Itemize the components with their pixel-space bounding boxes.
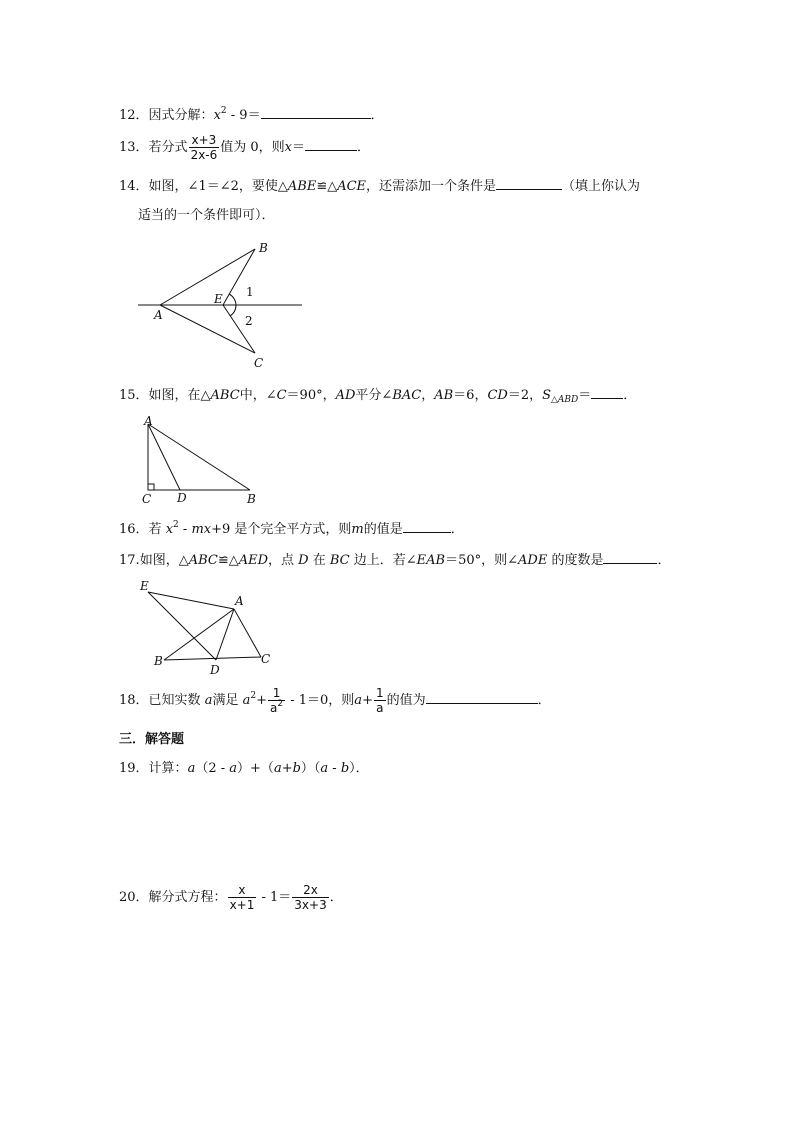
question-number: 14． [119,179,149,194]
label-a: A [144,414,153,428]
fraction-1 [228,883,257,912]
triangle-abe: ABE [287,179,317,194]
label-a: A [235,594,244,608]
segment-ac [234,609,261,657]
question-number: 16． [119,522,149,537]
label-b: B [259,241,268,255]
variable-m: m [351,522,364,537]
label-angle-2: 2 [245,314,253,328]
text: 的值为 [386,693,426,708]
question-number: 13． [119,140,149,155]
text: ＝50°，则∠ [445,553,519,568]
term-a-plus-b: a+b [273,761,301,776]
fraction-2 [292,883,328,912]
text: ）（ [300,761,321,776]
period: ． [329,890,343,905]
variable-x: x [213,108,221,123]
question-number: 19． [119,761,149,776]
fraction-denominator [268,701,285,715]
question-text: 如图，△ [139,553,189,568]
plus: + [362,693,373,708]
triangle-abc: ABC [210,388,240,403]
question-16 [119,520,464,539]
fraction-denominator: a [376,701,384,715]
area-s: S [542,388,552,403]
answer-blank[interactable] [305,138,357,151]
fraction-numerator: 1 [268,686,285,701]
question-text: 若 [148,522,166,537]
question-text-3: （填上你认为 [562,179,641,194]
answer-blank[interactable] [403,520,451,533]
text: 中，∠ [239,388,277,403]
triangle-aed: AED [238,553,269,568]
text: ，点 [268,553,299,568]
text: 平分∠ [355,388,393,403]
text: 边上．若∠ [349,553,417,568]
question-20 [119,883,343,912]
text: 在 [308,553,330,568]
label-d: D [177,491,187,505]
question-number: 15． [119,388,149,403]
angle-eab: EAB [416,553,446,568]
question-12 [119,106,384,125]
segment-cd: CD [487,388,508,403]
text: ＝2， [507,388,543,403]
period: ． [370,108,384,123]
angle-1-arc [229,294,236,305]
question-number: 17. [119,553,140,568]
fraction-1 [268,686,285,715]
label-c: C [261,652,271,666]
question-text-2: ，还需添加一个条件是 [366,179,497,194]
question-text: 解分式方程： [148,890,227,905]
text: +9 是个完全平方式，则 [211,522,352,537]
text: ）+（ [237,761,274,776]
fraction-denominator: 3x+3 [294,898,327,912]
question-text: 如图，在△ [148,388,211,403]
fraction-2 [374,686,386,715]
segment-bc [164,657,261,660]
triangle-abc: ABC [188,553,218,568]
fraction-numerator: x+3 [189,133,220,148]
denominator-base: a [270,701,278,715]
equals: ＝ [578,388,592,403]
variable-a: a [229,761,238,776]
text: 的度数是 [547,553,604,568]
text: 满足 [212,693,243,708]
expression-rest: - 9＝ [226,108,261,123]
answer-blank[interactable] [426,691,538,704]
variable-x: x [165,522,174,537]
question-17 [119,551,671,570]
text: 的值是 [363,522,403,537]
area-subscript: △ABD [551,395,579,405]
fraction-denominator: 2x-6 [190,148,218,162]
question-number: 18． [119,693,149,708]
label-c: C [254,356,264,370]
plus: + [256,693,267,708]
variable-a: a [354,693,363,708]
fraction-numerator: 2x [292,883,328,898]
period: ． [450,522,464,537]
fraction-numerator: 1 [375,686,384,700]
variable-a: a [204,693,213,708]
segment-ab [160,249,255,305]
variable-a: a [187,761,196,776]
term-mx: mx [191,522,212,537]
answer-blank[interactable] [261,106,371,119]
exponent: 2 [173,520,179,530]
text: ＝90°， [286,388,336,403]
text: （2 - [195,761,230,776]
equals: ＝ [292,140,306,155]
period: ． [357,140,371,155]
label-b: B [154,654,163,668]
variable-x: x [284,140,293,155]
segment-bc: BC [329,553,350,568]
label-angle-1: 1 [246,285,254,299]
minus: - [178,522,192,537]
question-14 [119,177,640,196]
question-text: 计算： [148,761,188,776]
question-text-mid: 值为 0，则 [220,140,285,155]
answer-blank[interactable] [591,386,623,399]
angle-bac: BAC [392,388,422,403]
angle-2-arc [230,305,236,316]
angle-c: C [276,388,287,403]
period: ． [537,693,551,708]
label-c: C [142,492,152,506]
term-a-minus-b: a - b [320,761,350,776]
segment-ac [160,305,255,353]
segment-ab [148,424,250,490]
period: ． [657,553,671,568]
text: - 1＝ [257,890,292,905]
text: ， [421,388,435,403]
label-a: A [154,308,163,322]
segment-ad: AD [335,388,356,403]
exponent: 2 [250,691,257,701]
label-b: B [247,492,256,506]
section-heading: 三．解答题 [119,732,185,747]
question-text: 若分式 [148,140,188,155]
fraction-numerator: x [228,883,257,898]
exponent: 2 [220,106,227,116]
segment-ab [164,609,234,660]
right-angle-mark [148,484,154,490]
figure-q15 [138,412,268,510]
question-18 [119,686,551,715]
segment-ab: AB [434,388,454,403]
segment-ec [223,305,255,353]
question-15 [119,386,636,405]
question-text: 因式分解： [148,108,214,123]
answer-blank[interactable] [496,177,562,190]
fraction-denominator: x+1 [229,898,255,912]
fraction [189,133,220,162]
answer-blank[interactable] [603,551,657,564]
text: ＝6， [453,388,488,403]
text: - 1＝0，则 [286,693,355,708]
figure-q17 [136,578,286,678]
variable-a: a [242,693,251,708]
question-number: 12． [119,108,149,123]
question-text: 已知实数 [148,693,205,708]
congruent-symbol: ≌△ [217,553,239,568]
text: ）． [349,761,369,776]
segment-ea [148,592,234,609]
point-d: D [298,553,309,568]
angle-ade: ADE [518,553,548,568]
question-13 [119,133,370,162]
label-d: D [210,663,220,677]
congruent-symbol: ≌△ [316,179,338,194]
question-19 [119,760,369,778]
question-text: 如图，∠1＝∠2，要使△ [148,179,288,194]
denominator-exponent: 2 [277,699,284,709]
label-e: E [214,292,223,306]
label-e: E [140,579,149,593]
segment-ed [148,592,216,660]
question-number: 20． [119,890,149,905]
period: ． [623,388,637,403]
triangle-ace: ACE [337,179,367,194]
segment-ad [216,609,234,660]
figure-q14 [130,235,320,375]
question-14-line2: 适当的一个条件即可）． [138,208,275,223]
